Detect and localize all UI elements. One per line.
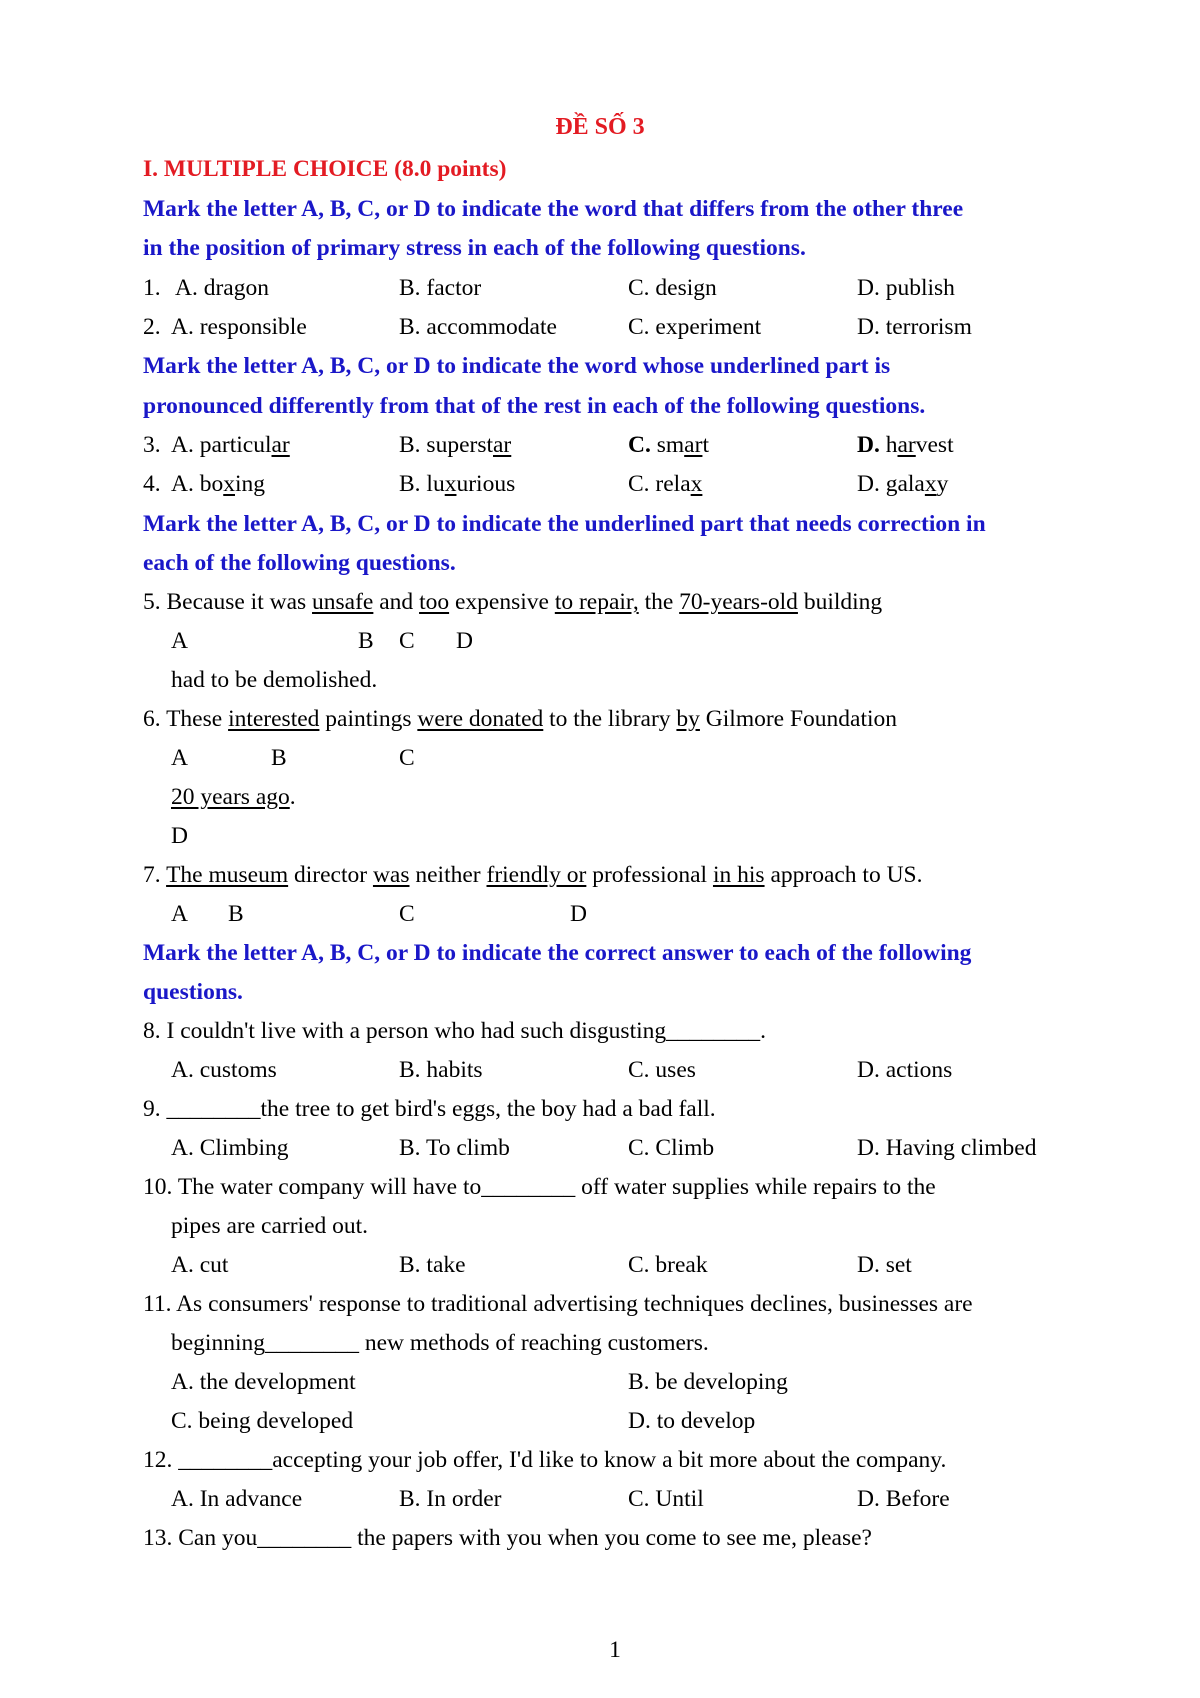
option-d: D. actions [857,1057,953,1083]
option-a: A. the development [171,1369,356,1395]
option-a: A. dragon [175,275,269,301]
question-10-stem: 10. The water company will have to________ off water supplies while repairs to the [143,1174,936,1200]
question-number: 1. [143,275,161,301]
option-a: A. particular [171,432,290,458]
question-5-letters [143,621,1103,661]
letter-c: C [399,901,415,927]
option-b: B. superstar [399,432,512,458]
question-number: 2. [143,314,161,340]
option-d: D. galaxy [857,471,949,497]
option-d: D. set [857,1252,912,1278]
instruction-stress-line2: in the position of primary stress in each of the following questions. [143,235,806,261]
question-11-options-row2 [143,1401,1103,1441]
option-d: D. Before [857,1486,950,1512]
option-a: A. responsible [171,314,307,340]
letter-a: A [171,745,188,771]
letter-b: B [358,628,374,654]
letter-d: D [570,901,587,927]
option-a: A. In advance [171,1486,303,1512]
question-1 [143,268,1103,308]
option-b: B. luxurious [399,471,516,497]
question-5: 5. Because it was unsafe and too expensive to repair, the 70-years-old building [143,589,883,615]
option-a: A. customs [171,1057,277,1083]
option-d: D. to develop [628,1408,756,1434]
question-9-stem: 9. ________the tree to get bird's eggs, the boy had a bad fall. [143,1096,716,1122]
question-2 [143,307,1103,347]
option-b: B. take [399,1252,466,1278]
option-a: A. Climbing [171,1135,289,1161]
option-c: C. uses [628,1057,696,1083]
question-6: 6. These interested paintings were donated to the library by Gilmore Foundation [143,706,898,732]
option-b: B. be developing [628,1369,788,1395]
question-5-continuation: had to be demolished. [171,667,378,693]
question-12-options [143,1479,1103,1519]
option-b: B. factor [399,275,482,301]
option-b: B. accommodate [399,314,557,340]
question-3 [143,425,1103,465]
letter-b: B [228,901,244,927]
question-10-continuation: pipes are carried out. [171,1213,369,1239]
option-d: D. publish [857,275,955,301]
option-b: B. In order [399,1486,502,1512]
question-9-options [143,1128,1103,1168]
option-c: C. design [628,275,717,301]
option-c: C. relax [628,471,703,497]
option-c: C. break [628,1252,708,1278]
option-b: B. To climb [399,1135,510,1161]
question-11-stem: 11. As consumers' response to traditional advertising techniques declines, businesses are [143,1291,973,1317]
section-heading: I. MULTIPLE CHOICE (8.0 points) [143,156,507,182]
question-8-stem: 8. I couldn't live with a person who had such disgusting________. [143,1018,767,1044]
question-4 [143,464,1103,504]
exam-title: ĐỀ SỐ 3 [555,114,645,140]
letter-d: D [456,628,473,654]
instruction-answer-line2: questions. [143,979,243,1005]
instruction-stress-line1: Mark the letter A, B, C, or D to indicate the word that differs from the other three [143,196,964,222]
option-a: A. cut [171,1252,229,1278]
option-d: D. harvest [857,432,954,458]
question-7: 7. The museum director was neither friendly or professional in his approach to US. [143,862,923,888]
question-number: 3. [143,432,161,458]
instruction-pronunciation-line1: Mark the letter A, B, C, or D to indicate the word whose underlined part is [143,353,891,379]
question-6-letter-d: D [171,823,188,849]
option-c: C. Until [628,1486,704,1512]
option-d: D. terrorism [857,314,972,340]
option-c: C. experiment [628,314,762,340]
option-c: C. being developed [171,1408,354,1434]
question-6-continuation: 20 years ago. [171,784,296,810]
instruction-correction-line1: Mark the letter A, B, C, or D to indicate the underlined part that needs correction in [143,511,986,537]
instruction-pronunciation-line2: pronounced differently from that of the rest in each of the following questions. [143,393,926,419]
letter-a: A [171,901,188,927]
question-11-options-row1 [143,1362,1103,1402]
question-number: 4. [143,471,161,497]
question-8-options [143,1050,1103,1090]
instruction-correction-line2: each of the following questions. [143,550,456,576]
option-d: D. Having climbed [857,1135,1037,1161]
question-13-stem: 13. Can you________ the papers with you when you come to see me, please? [143,1525,872,1551]
question-10-options [143,1245,1103,1285]
question-12-stem: 12. ________accepting your job offer, I'd like to know a bit more about the company. [143,1447,947,1473]
instruction-answer-line1: Mark the letter A, B, C, or D to indicate the correct answer to each of the following [143,940,972,966]
letter-c: C [399,628,415,654]
letter-c: C [399,745,415,771]
page-number: 1 [609,1637,621,1663]
question-7-letters [143,894,1103,934]
option-b: B. habits [399,1057,483,1083]
option-c: C. Climb [628,1135,715,1161]
letter-a: A [171,628,188,654]
letter-b: B [271,745,287,771]
option-c: C. smart [628,432,709,458]
question-6-letters [143,738,1103,778]
option-a: A. boxing [171,471,266,497]
question-11-continuation: beginning________ new methods of reaching customers. [171,1330,709,1356]
